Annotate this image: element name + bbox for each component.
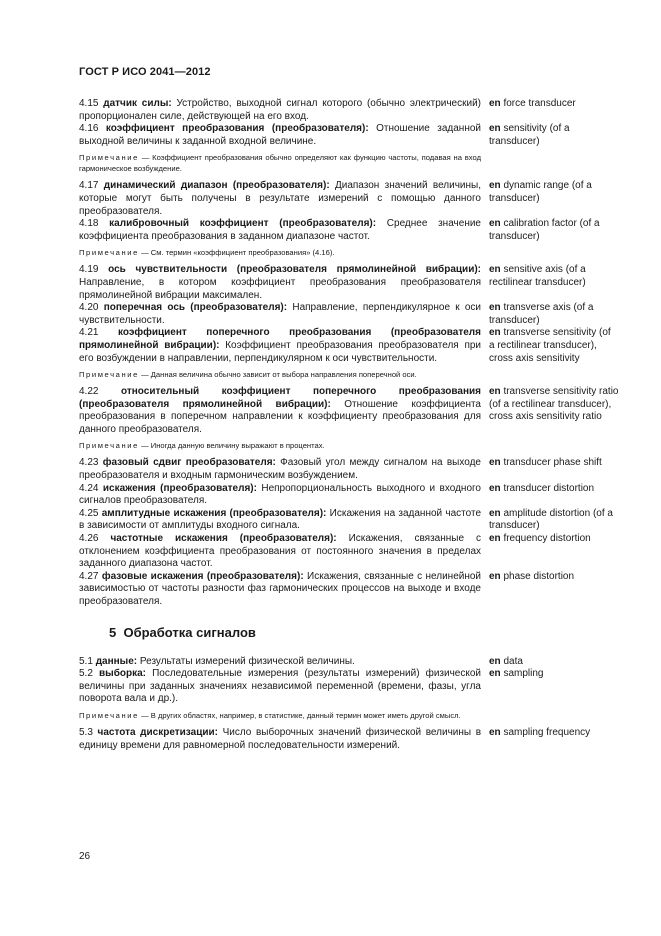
english-equivalent: en sensitive axis (of a rectilinear transducer) <box>489 264 586 288</box>
term-text: Последовательные измерения (результаты измерений) физической величины при заданных значениях независимой переменной (времени, фазы, угла поворота вала и др.). <box>79 668 482 705</box>
term-number: 4.17 <box>79 180 99 192</box>
term-number: 4.26 <box>79 533 99 545</box>
english-equivalent: en force transducer <box>489 98 576 109</box>
note-label: Примечание <box>79 710 139 720</box>
term-definition <box>79 483 481 508</box>
page-header: ГОСТ Р ИСО 2041—2012 <box>79 66 211 78</box>
term-text: Число выборочных значений физической величины в единицу времени для равномерной последовательности измерений. <box>79 726 482 751</box>
term-name: датчик силы: <box>103 98 172 109</box>
english-equivalent: en transducer distortion <box>489 482 595 494</box>
term-text: Результаты измерений физической величины. <box>137 655 355 667</box>
section-heading <box>109 625 619 640</box>
english-equivalent: en transverse sensitivity (of a rectilinear transducer), cross axis sensitivity <box>489 327 611 364</box>
term-name: коэффициент поперечного преобразования (преобразователя прямолинейной вибрации): <box>79 327 481 351</box>
term-text: Искажения, связанные с нелинейной зависимостью от частоты разности фаз гармонических процессов на выходе и входе преобразователя. <box>79 570 482 607</box>
note-label: Примечание <box>79 153 139 163</box>
term-number: 4.18 <box>79 218 99 230</box>
term-entry-4-20 <box>79 302 619 327</box>
note-text: — В других областях, например, в статистике, данный термин может иметь другой смысл. <box>138 710 461 720</box>
term-text: Коэффициент преобразования преобразователя при его возбуждении в направлении, перпендикулярном к оси чувствительности. <box>79 339 482 364</box>
term-text: Устройство, выходной сигнал которого (обычно электрический) пропорционален силе, действующей на его вход. <box>79 98 481 122</box>
term-text: Фазовый угол между сигналом на выходе преобразователя и входным гармоническим возбуждением. <box>79 457 481 482</box>
english-equivalent: en sensitivity (of a transducer) <box>489 123 570 147</box>
term-definition <box>79 218 481 243</box>
note-text: — Коэффициент преобразования обычно определяют как функцию частоты, подавая на вход гармоническое возбуждение. <box>79 153 481 174</box>
term-number: 4.22 <box>79 386 99 398</box>
note <box>79 152 481 174</box>
section-title: Обработка сигналов <box>123 624 256 640</box>
note-text: — См. термин «коэффициент преобразования» (4.16). <box>138 248 335 258</box>
english-equivalent: en data <box>489 655 523 667</box>
note-label: Примечание <box>79 370 139 380</box>
term-number: 4.27 <box>79 570 99 582</box>
term-name: фазовые искажения (преобразователя): <box>101 570 304 582</box>
term-name: частота дискретизации: <box>97 726 218 738</box>
term-number: 4.19 <box>79 264 99 276</box>
term-entry-4-15 <box>79 98 619 123</box>
english-equivalent: en frequency distortion <box>489 533 591 545</box>
term-name: ось чувствительности (преобразователя прямолинейной вибрации): <box>108 264 482 276</box>
term-entry-4-22 <box>79 386 619 436</box>
term-entry-4-24 <box>79 483 619 508</box>
term-entry-4-16 <box>79 123 619 148</box>
term-entry-4-23 <box>79 457 619 482</box>
english-equivalent: en calibration factor (of a transducer) <box>489 218 600 242</box>
term-text: Отношение коэффициента преобразования в поперечном направлении к коэффициенту преобразования для данного преобразователя. <box>79 398 481 435</box>
term-definition <box>79 508 481 533</box>
term-entry-4-25 <box>79 508 619 533</box>
term-definition <box>79 327 481 365</box>
note-text: — Иногда данную величину выражают в процентах. <box>138 441 325 451</box>
note <box>79 247 481 258</box>
page-number: 26 <box>79 851 91 862</box>
term-entry-4-21 <box>79 327 619 365</box>
term-text: Направление, перпендикулярное к оси чувствительности. <box>79 302 481 326</box>
term-entry-4-26 <box>79 533 619 571</box>
term-definition <box>79 386 481 436</box>
term-number: 4.16 <box>79 123 99 135</box>
term-text: Среднее значение коэффициента преобразования в заданном диапазоне частот. <box>79 218 481 242</box>
term-name: амплитудные искажения (преобразователя): <box>101 507 327 519</box>
term-definition <box>79 180 481 218</box>
term-text: Диапазон значений величины, которые могут быть получены в результате измерений с помощью данного преобразователя. <box>79 180 481 217</box>
term-definition <box>79 302 481 327</box>
term-entry-4-19 <box>79 264 619 302</box>
term-text: Искажения на заданной частоте в зависимости от амплитуды входного сигнала. <box>79 507 482 532</box>
term-name: динамический диапазон (преобразователя): <box>103 180 330 192</box>
term-text: Направление, в котором коэффициент преобразования преобразователя прямолинейной вибрации максимален. <box>79 276 481 301</box>
term-definition <box>79 457 481 482</box>
term-entry-5-1 <box>79 656 619 669</box>
term-entry-5-2 <box>79 668 619 706</box>
term-name: коэффициент преобразования (преобразователя): <box>105 123 369 135</box>
english-equivalent: en dynamic range (of a transducer) <box>489 180 592 204</box>
term-number: 4.24 <box>79 482 99 494</box>
note <box>79 369 481 380</box>
english-equivalent: en transverse axis (of a transducer) <box>489 302 594 326</box>
english-equivalent: en sampling <box>489 668 544 680</box>
english-equivalent: en sampling frequency <box>489 726 591 738</box>
term-name: искажения (преобразователя): <box>102 482 257 494</box>
term-number: 5.3 <box>79 726 93 738</box>
section-number: 5 <box>109 624 117 640</box>
term-number: 5.2 <box>79 668 93 680</box>
term-name: фазовый сдвиг преобразователя: <box>102 457 276 469</box>
term-definition <box>79 533 481 571</box>
term-entry-4-17 <box>79 180 619 218</box>
term-definition <box>79 668 481 706</box>
term-definition <box>79 727 481 752</box>
term-name: частотные искажения (преобразователя): <box>110 533 337 545</box>
english-equivalent: en amplitude distortion (of a transducer) <box>489 507 613 532</box>
note-label: Примечание <box>79 441 139 451</box>
note <box>79 710 481 721</box>
term-name: относительный коэффициент поперечного преобразования (преобразователя прямолинейной вибрации): <box>79 386 481 410</box>
term-number: 5.1 <box>79 655 93 667</box>
term-entry-4-18 <box>79 218 619 243</box>
term-number: 4.15 <box>79 98 99 109</box>
note-text: — Данная величина обычно зависит от выбора направления поперечной оси. <box>138 370 417 380</box>
term-text: Искажения, связанные с отклонением коэффициента преобразования от постоянного значения в пределах заданного диапазона частот. <box>79 533 481 570</box>
term-text: Непропорциональность выходного и входного сигналов преобразователя. <box>79 482 481 507</box>
term-number: 4.21 <box>79 327 99 339</box>
term-definition <box>79 98 481 123</box>
term-number: 4.25 <box>79 507 99 519</box>
english-equivalent: en phase distortion <box>489 570 575 582</box>
term-definition <box>79 123 481 148</box>
english-equivalent: en transverse sensitivity ratio (of a rectilinear transducer), cross axis sensitivity ratio <box>489 386 619 423</box>
term-name: данные: <box>95 655 138 667</box>
term-definition <box>79 264 481 302</box>
term-name: поперечная ось (преобразователя): <box>103 302 288 314</box>
english-equivalent: en transducer phase shift <box>489 457 602 469</box>
note <box>79 440 481 451</box>
term-name: выборка: <box>99 668 146 680</box>
term-entry-4-27 <box>79 571 619 609</box>
term-name: калибровочный коэффициент (преобразователя): <box>109 218 377 230</box>
term-number: 4.20 <box>79 302 99 314</box>
term-number: 4.23 <box>79 457 99 469</box>
note-label: Примечание <box>79 248 139 258</box>
term-text: Отношение заданной выходной величины к заданной входной величине. <box>79 123 481 147</box>
term-definition <box>79 656 481 669</box>
term-entry-5-3 <box>79 727 619 752</box>
document-body <box>79 98 619 752</box>
term-definition <box>79 571 481 609</box>
